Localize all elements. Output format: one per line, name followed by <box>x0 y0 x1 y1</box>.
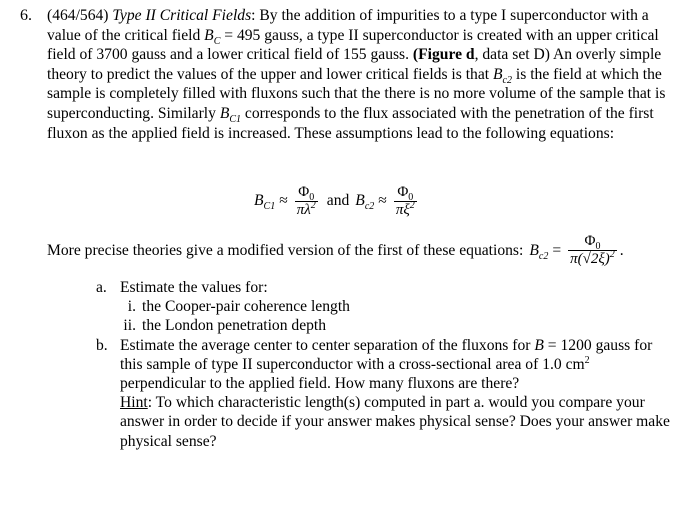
precise-text: More precise theories give a modified version of the first of these equations: <box>47 241 524 259</box>
part-a-label: a. <box>96 279 107 296</box>
statement-part-1: By the addition of impurities to a type I superconductor with a value of the critical field <box>47 7 649 44</box>
part-a-ii <box>96 316 676 335</box>
eq2-approx: ≈ <box>378 192 387 209</box>
problem-parts <box>96 278 676 451</box>
hint-text: : To which characteristic length(s) computed in part a. would you compare your answer in order to decide if your answer makes physical sense? Does your answer make physical sense? <box>120 394 670 450</box>
statement-part-4: is the field at which the sample is completely filled with fluxons such that the there is no more volume of the sample that is superconducting. Similarly <box>47 65 666 122</box>
part-a <box>96 278 676 297</box>
bc1-symbol: $B_{C1}$ <box>219 104 242 126</box>
precise-lhs: $B_{c2}$ <box>529 241 549 262</box>
part-a-ii-text: the London penetration depth <box>142 317 327 335</box>
part-a-i-text: the Cooper-pair coherence length <box>142 298 350 316</box>
part-a-i <box>96 297 676 316</box>
eq1-fraction: $\frac{\Phi_0}{\pi\lambda^2}$ <box>296 183 316 218</box>
eq1-approx: ≈ <box>279 192 288 209</box>
precise-equals: = <box>552 241 562 259</box>
statement-part-3: , data set D) An overly simple theory to predict the values of the upper and lower critical fields is that <box>47 46 662 83</box>
course-code: (464/564) <box>47 7 109 24</box>
critical-field-equations <box>254 177 420 225</box>
statement-part-5: corresponds to the flux associated with the penetration of the first fluxon as the applied field is increased. These assumptions lead to the following equations: <box>47 104 654 142</box>
eq1-lhs: $B_{C1}$ <box>254 192 276 213</box>
precise-theory-line: More precise theories give a modified version of the first of these equations: $B_{c2}$ = $\frac{\Phi_0}{\pi(√2\xi)^2}$ . <box>47 233 624 267</box>
eq2-lhs: $B_{c2}$ <box>355 192 375 213</box>
problem-topic: Type II Critical Fields <box>112 7 252 24</box>
bc2-symbol: $B_{c2}$ <box>493 65 512 86</box>
statement-part-2: , a type II superconductor is created with an upper critical field of 3700 gauss and a lower critical field of 155 gauss. <box>47 26 659 64</box>
figure-reference: (Figure d <box>412 46 475 64</box>
part-b-label: b. <box>96 336 108 354</box>
part-b <box>96 336 676 451</box>
bc-symbol: $B_C$ <box>204 26 221 47</box>
part-a-text: Estimate the values for: <box>120 279 268 296</box>
part-a-i-label: i. <box>127 298 136 316</box>
hint-label: Hint <box>120 394 148 412</box>
precise-fraction: $\frac{\Phi_0}{\pi(√2\xi)^2}$ <box>570 233 615 267</box>
part-b-text: Estimate the average center to center separation of the fluxons for B = 1200 gauss for this sample of type II superconductor with a cross-sectional area of 1.0 $cm^2$ perpendicular to the applied field. How many fluxons are there? Hint: To which characteristic length(s) computed in part a. would you compare your answer in order to decide if your answer makes physical sense? Does your answer make physical sense? <box>120 336 670 450</box>
part-a-ii-label: ii. <box>123 317 136 335</box>
eq2-fraction: $\frac{\Phi_0}{\pi\xi^2}$ <box>395 183 415 218</box>
eq-and: and <box>326 192 350 209</box>
bc-value: = 495 gauss <box>220 26 299 44</box>
problem-number: 6. <box>20 7 32 24</box>
problem-statement: (464/564) Type II Critical Fields: By the addition of impurities to a type I superconductor with a value of the critical field $B_C = 495$ gauss, a type II superconductor is created with an upper critical field of 3700 gauss and a lower critical field of 155 gauss. (Figure d, data set D) An overly simple theory to predict the values of the upper and lower critical fields is that $B_{c2}$ is the field at which the sample is completely filled with fluxons such that the there is no more volume of the sample that is superconducting. Similarly $B_{C1}$ corresponds to the flux associated with the penetration of the first fluxon as the applied field is increased. These assumptions lead to the following equations: <box>47 7 666 142</box>
